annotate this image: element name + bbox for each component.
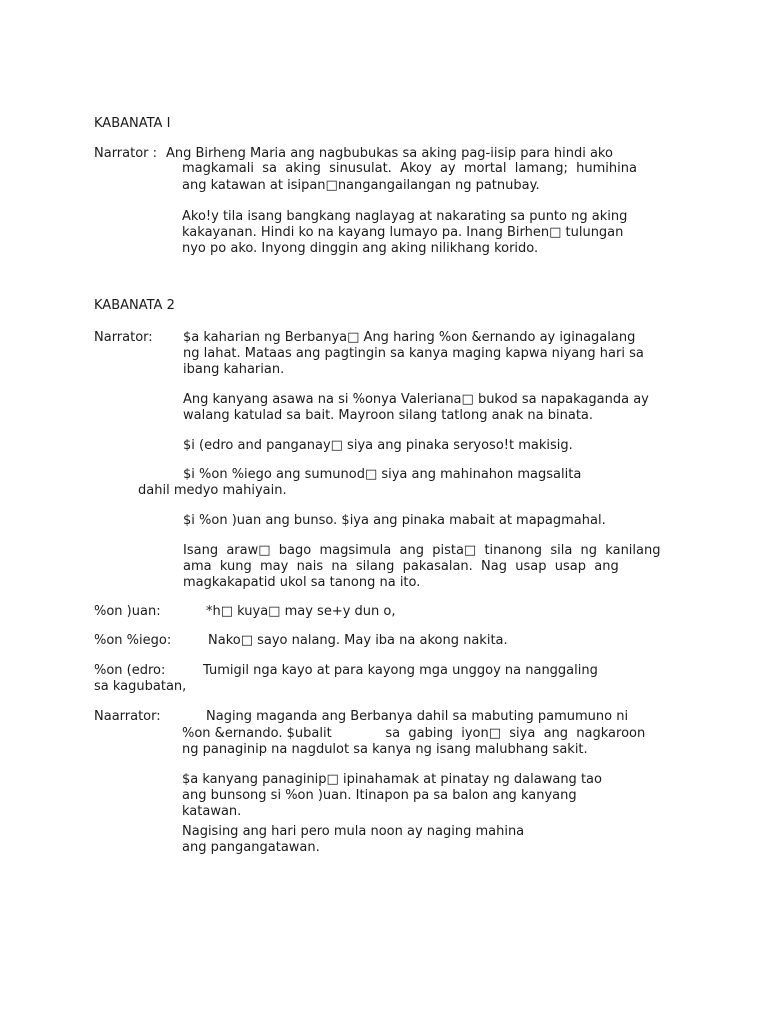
narrator-label: Narrator: bbox=[94, 330, 153, 345]
narration-line: nyo po ako. Inyong dinggin ang aking nilikhang korido. bbox=[182, 241, 539, 256]
narration-line: Ang Birheng Maria ang nagbubukas sa aking pag-iisip para hindi ako bbox=[166, 146, 613, 161]
narration-line: Naging maganda ang Berbanya dahil sa mabuting pamumuno ni bbox=[206, 709, 629, 724]
narration-line: $a kaharian ng Berbanya□ Ang haring %on &ernando ay iginagalang bbox=[183, 330, 636, 345]
narrator-label: Narrator : bbox=[94, 146, 158, 161]
narration-line: ang katawan at isipan□nangangailangan ng patnubay. bbox=[182, 178, 540, 193]
speaker-label: %on %iego: bbox=[94, 633, 172, 648]
dialogue-line: Tumigil nga kayo at para kayong mga unggoy na nanggaling bbox=[203, 663, 598, 678]
speaker-label: %on )uan: bbox=[94, 604, 161, 619]
narration-line: Isang araw□ bago magsimula ang pista□ tinanong sila ng kanilang bbox=[183, 543, 661, 558]
narration-line: ang pangangatawan. bbox=[182, 840, 320, 855]
narration-line: ibang kaharian. bbox=[183, 362, 285, 377]
narration-line: magkamali sa aking sinusulat. Akoy ay mortal lamang; humihina bbox=[182, 161, 637, 176]
dialogue-line: sa kagubatan, bbox=[94, 679, 187, 694]
narrator-label: Naarrator: bbox=[94, 709, 161, 724]
narration-line: Ako!y tila isang bangkang naglayag at nakarating sa punto ng aking bbox=[182, 209, 628, 224]
narration-line: $i %on %iego ang sumunod□ siya ang mahinahon magsalita bbox=[183, 467, 582, 482]
dialogue-line: Nako□ sayo nalang. May iba na akong nakita. bbox=[208, 633, 508, 648]
narration-line: $i (edro and panganay□ siya ang pinaka seryoso!t makisig. bbox=[183, 438, 573, 453]
narration-line: $a kanyang panaginip□ ipinahamak at pinatay ng dalawang tao bbox=[182, 772, 602, 787]
narration-line: Nagising ang hari pero mula noon ay naging mahina bbox=[182, 824, 525, 839]
narration-line: ang bunsong si %on )uan. Itinapon pa sa balon ang kanyang bbox=[182, 788, 577, 803]
narration-line: ng panaginip na nagdulot sa kanya ng isang malubhang sakit. bbox=[182, 742, 588, 757]
narration-line: $i %on )uan ang bunso. $iya ang pinaka mabait at mapagmahal. bbox=[183, 513, 606, 528]
narration-line: katawan. bbox=[182, 804, 242, 819]
narration-line: ng lahat. Mataas ang pagtingin sa kanya maging kapwa niyang hari sa bbox=[183, 346, 644, 361]
narration-line: walang katulad sa bait. Mayroon silang tatlong anak na binata. bbox=[183, 408, 594, 423]
narration-line: dahil medyo mahiyain. bbox=[138, 483, 287, 498]
chapter-2-heading: KABANATA 2 bbox=[94, 298, 175, 313]
speaker-label: %on (edro: bbox=[94, 663, 166, 678]
narration-line: ama kung may nais na silang pakasalan. Nag usap usap ang bbox=[183, 559, 619, 574]
chapter-1-heading: KABANATA I bbox=[94, 116, 171, 131]
narration-line: kakayanan. Hindi ko na kayang lumayo pa. Inang Birhen□ tulungan bbox=[182, 225, 624, 240]
dialogue-line: *h□ kuya□ may se+y dun o, bbox=[206, 604, 396, 619]
narration-line: %on &ernando. $ubalit sa gabing iyon□ siya ang nagkaroon bbox=[182, 726, 646, 741]
narration-line: Ang kanyang asawa na si %onya Valeriana□ bukod sa napakaganda ay bbox=[183, 392, 649, 407]
narration-line: magkakapatid ukol sa tanong na ito. bbox=[183, 575, 421, 590]
